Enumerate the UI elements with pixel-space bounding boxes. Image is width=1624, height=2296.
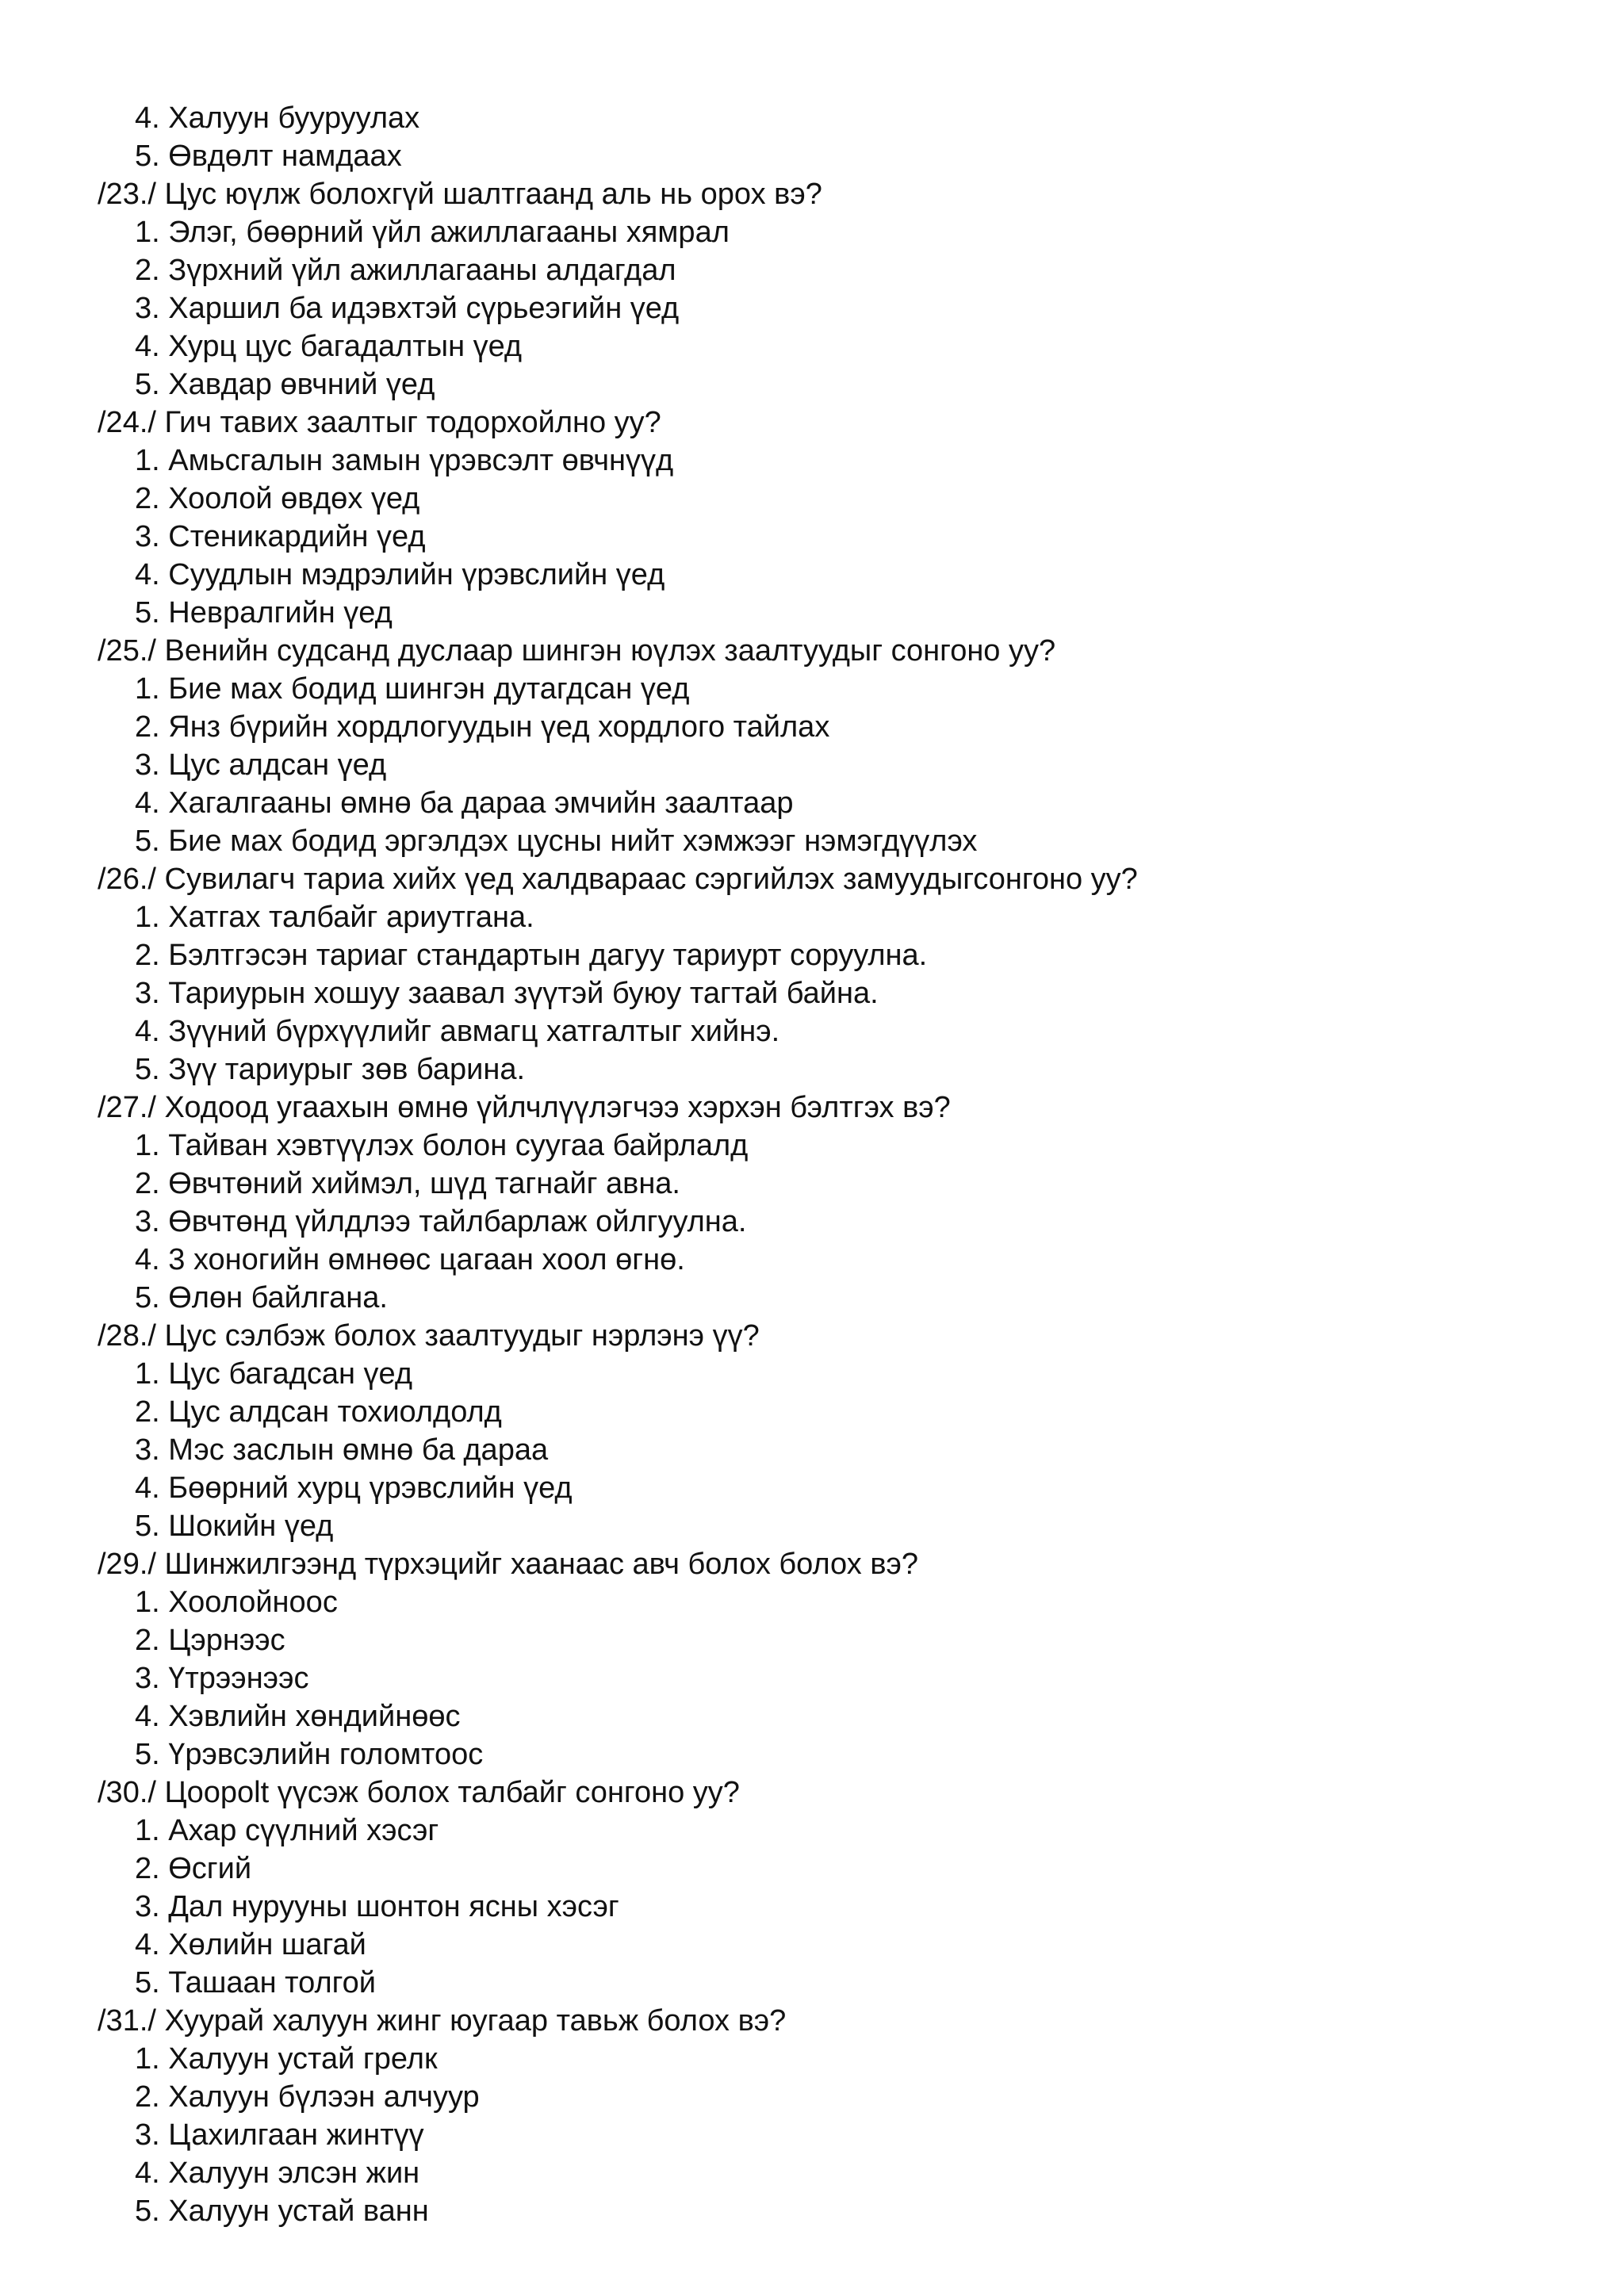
option-line: 1. Хоолойноос bbox=[135, 1586, 338, 1619]
option-line: 5. Невралгийн үед bbox=[135, 596, 393, 629]
option-line: 4. 3 хоногийн өмнөөс цагаан хоол өгнө. bbox=[135, 1243, 685, 1276]
question-line: /27./ Ходоод угаахын өмнө үйлчлүүлэгчээ хэрхэн бэлтгэх вэ? bbox=[98, 1091, 951, 1124]
option-line: 5. Өвдөлт намдаах bbox=[135, 140, 402, 173]
option-line: 5. Хавдар өвчний үед bbox=[135, 368, 435, 401]
option-line: 4. Суудлын мэдрэлийн үрэвслийн үед bbox=[135, 558, 665, 591]
option-line: 2. Хоолой өвдөх үед bbox=[135, 482, 420, 515]
option-line: 1. Ахар сүүлний хэсэг bbox=[135, 1814, 439, 1847]
question-line: /24./ Гич тавих заалтыг тодорхойлно уу? bbox=[98, 406, 661, 439]
option-line: 2. Янз бүрийн хордлогуудын үед хордлого тайлах bbox=[135, 710, 830, 744]
option-line: 4. Хэвлийн хөндийнөөс bbox=[135, 1700, 461, 1733]
option-line: 2. Цэрнээс bbox=[135, 1624, 285, 1657]
option-line: 2. Халуун бүлээн алчуур bbox=[135, 2080, 480, 2114]
option-line: 3. Өвчтөнд үйлдлээ тайлбарлаж ойлгуулна. bbox=[135, 1205, 747, 1238]
option-line: 1. Халуун устай грелк bbox=[135, 2042, 438, 2076]
option-line: 5. Шокийн үед bbox=[135, 1510, 334, 1543]
option-line: 3. Дал нурууны шонтон ясны хэсэг bbox=[135, 1890, 619, 1923]
question-line: /26./ Сувилагч тариа хийх үед халдвараас сэргийлэх замуудыгсонгоно уу? bbox=[98, 863, 1138, 896]
question-line: /23./ Цус юүлж болохгүй шалтгаанд аль нь орох вэ? bbox=[98, 178, 822, 211]
option-line: 2. Зүрхний үйл ажиллагааны алдагдал bbox=[135, 254, 676, 287]
option-line: 5. Зүү тариурыг зөв барина. bbox=[135, 1053, 526, 1086]
option-line: 4. Халуун бууруулах bbox=[135, 101, 420, 135]
option-line: 1. Хатгах талбайг ариутгана. bbox=[135, 901, 534, 934]
question-line: /29./ Шинжилгээнд түрхэцийг хаанаас авч болох болох вэ? bbox=[98, 1548, 919, 1581]
option-line: 4. Хагалгааны өмнө ба дараа эмчийн заалтаар bbox=[135, 786, 794, 820]
option-line: 3. Тариурын хошуу заавал зүүтэй буюу тагтай байна. bbox=[135, 977, 879, 1010]
question-line: /28./ Цус сэлбэж болох заалтуудыг нэрлэнэ үү? bbox=[98, 1319, 760, 1353]
option-line: 1. Элэг, бөөрний үйл ажиллагааны хямрал bbox=[135, 216, 730, 249]
option-line: 5. Өлөн байлгана. bbox=[135, 1281, 388, 1314]
option-line: 3. Цус алдсан үед bbox=[135, 748, 387, 782]
option-line: 1. Цус багадсан үед bbox=[135, 1357, 412, 1391]
option-line: 5. Ташаан толгой bbox=[135, 1966, 377, 1999]
option-line: 3. Харшил ба идэвхтэй сүрьеэгийн үед bbox=[135, 292, 680, 325]
option-line: 5. Үрэвсэлийн голомтоос bbox=[135, 1738, 484, 1771]
option-line: 2. Өвчтөний хиймэл, шүд тагнайг авна. bbox=[135, 1167, 680, 1200]
option-line: 2. Өсгий bbox=[135, 1852, 252, 1885]
option-line: 1. Тайван хэвтүүлэх болон суугаа байрлалд bbox=[135, 1129, 749, 1162]
option-line: 4. Хөлийн шагай bbox=[135, 1928, 366, 1961]
option-line: 5. Бие мах бодид эргэлдэх цусны нийт хэмжээг нэмэгдүүлэх bbox=[135, 825, 978, 858]
option-line: 4. Хурц цус багадалтын үед bbox=[135, 330, 523, 363]
option-line: 3. Стеникардийн үед bbox=[135, 520, 426, 553]
option-line: 4. Зүүний бүрхүүлийг авмагц хатгалтыг хийнэ. bbox=[135, 1015, 780, 1048]
question-line: /25./ Венийн судсанд дуслаар шингэн юүлэх заалтуудыг сонгоно уу? bbox=[98, 634, 1056, 668]
question-line: /30./ Цоорolt үүсэж болох талбайг сонгоно уу? bbox=[98, 1776, 740, 1809]
question-line: /31./ Хуурай халуун жинг юугаар тавьж болох вэ? bbox=[98, 2004, 787, 2038]
option-line: 3. Мэс заслын өмнө ба дараа bbox=[135, 1433, 549, 1467]
option-line: 3. Цахилгаан жинтүү bbox=[135, 2118, 424, 2152]
option-line: 4. Халуун элсэн жин bbox=[135, 2156, 420, 2190]
option-line: 2. Бэлтгэсэн тариаг стандартын дагуу тариурт соруулна. bbox=[135, 939, 928, 972]
option-line: 1. Бие мах бодид шингэн дутагдсан үед bbox=[135, 672, 690, 706]
option-line: 3. Үтрээнээс bbox=[135, 1662, 309, 1695]
option-line: 1. Амьсгалын замын үрэвсэлт өвчнүүд bbox=[135, 444, 674, 477]
option-line: 2. Цус алдсан тохиолдолд bbox=[135, 1395, 502, 1429]
option-line: 5. Халуун устай ванн bbox=[135, 2195, 429, 2228]
option-line: 4. Бөөрний хурц үрэвслийн үед bbox=[135, 1471, 573, 1505]
